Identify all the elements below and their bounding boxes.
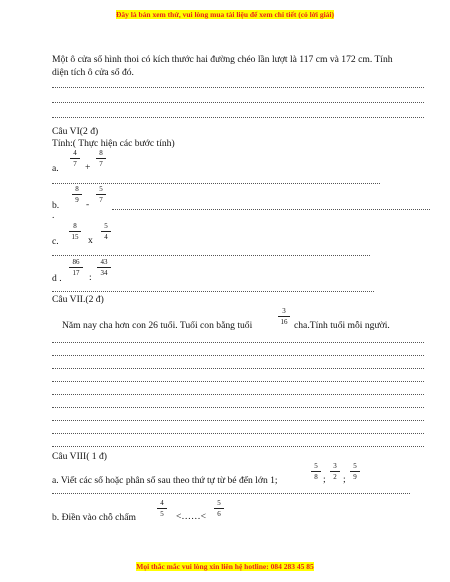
answer-line	[52, 432, 424, 434]
part-d-label: d .	[52, 273, 62, 284]
answer-line	[52, 101, 424, 103]
plus-sign: +	[85, 162, 91, 173]
multiply-sign: x	[88, 235, 93, 246]
answer-line	[52, 419, 424, 421]
fraction: 5 8	[311, 462, 321, 481]
problem-text-line2: diện tích ô cửa sổ đó.	[52, 67, 134, 78]
fraction: 5 6	[214, 499, 224, 518]
fraction: 4 5	[157, 499, 167, 518]
question-6-instruction: Tính:( Thực hiện các bước tính)	[52, 138, 175, 149]
answer-line	[52, 341, 424, 343]
divide-sign: :	[89, 272, 92, 283]
answer-line	[112, 208, 430, 210]
fraction: 8 15	[69, 222, 81, 241]
answer-line	[52, 492, 410, 494]
question-6-title: Câu VI(2 đ)	[52, 126, 99, 137]
fraction: 86 17	[69, 258, 83, 277]
answer-line	[52, 393, 424, 395]
separator: ;	[343, 474, 346, 485]
answer-line	[52, 380, 424, 382]
fraction: 3 16	[278, 307, 290, 326]
question-8b-text: b. Điền vào chỗ chấm	[52, 512, 136, 523]
part-a-label: a.	[52, 163, 59, 174]
fraction: 3 2	[330, 462, 340, 481]
part-b-label: b.	[52, 200, 60, 211]
problem-text-line1: Một ô cửa sổ hình thoi có kích thước hai đường chéo lần lượt là 117 cm và 172 cm. Tính	[52, 54, 393, 65]
question-8a-text: a. Viết các số hoặc phân số sau theo thứ tự từ bé đến lớn 1;	[52, 475, 278, 486]
answer-line	[52, 182, 380, 184]
fraction: 5 7	[96, 185, 106, 204]
fraction: 5 9	[350, 462, 360, 481]
fraction: 8 7	[96, 149, 106, 168]
question-7-text: Năm nay cha hơn con 26 tuổi. Tuổi con bằng tuổi	[62, 320, 253, 331]
answer-line	[52, 367, 424, 369]
separator: ;	[323, 474, 326, 485]
part-c-label: c.	[52, 236, 59, 247]
trailing-dot: .	[52, 210, 55, 221]
fraction: 43 34	[97, 258, 111, 277]
answer-line	[52, 116, 424, 118]
hotline-notice: Mọi thắc mắc vui lòng xin liên hệ hotline: 084 283 45 85	[136, 562, 314, 571]
answer-line	[52, 86, 424, 88]
answer-line	[52, 406, 424, 408]
fraction: 8 9	[72, 185, 82, 204]
blank-comparison: <……<	[176, 511, 207, 522]
answer-line	[52, 354, 424, 356]
answer-line	[52, 254, 370, 256]
question-8-title: Câu VIII( 1 đ)	[52, 451, 107, 462]
question-7-text-end: cha.Tính tuổi mỗi người.	[294, 320, 390, 331]
preview-notice: Đây là bản xem thử, vui lòng mua tài liệu để xem chi tiết (có lời giải)	[115, 10, 335, 19]
answer-line	[52, 445, 424, 447]
fraction: 5 4	[101, 222, 111, 241]
fraction: 4 7	[70, 149, 80, 168]
answer-line	[52, 290, 374, 292]
minus-sign: -	[86, 199, 90, 210]
question-7-title: Câu VII.(2 đ)	[52, 294, 104, 305]
